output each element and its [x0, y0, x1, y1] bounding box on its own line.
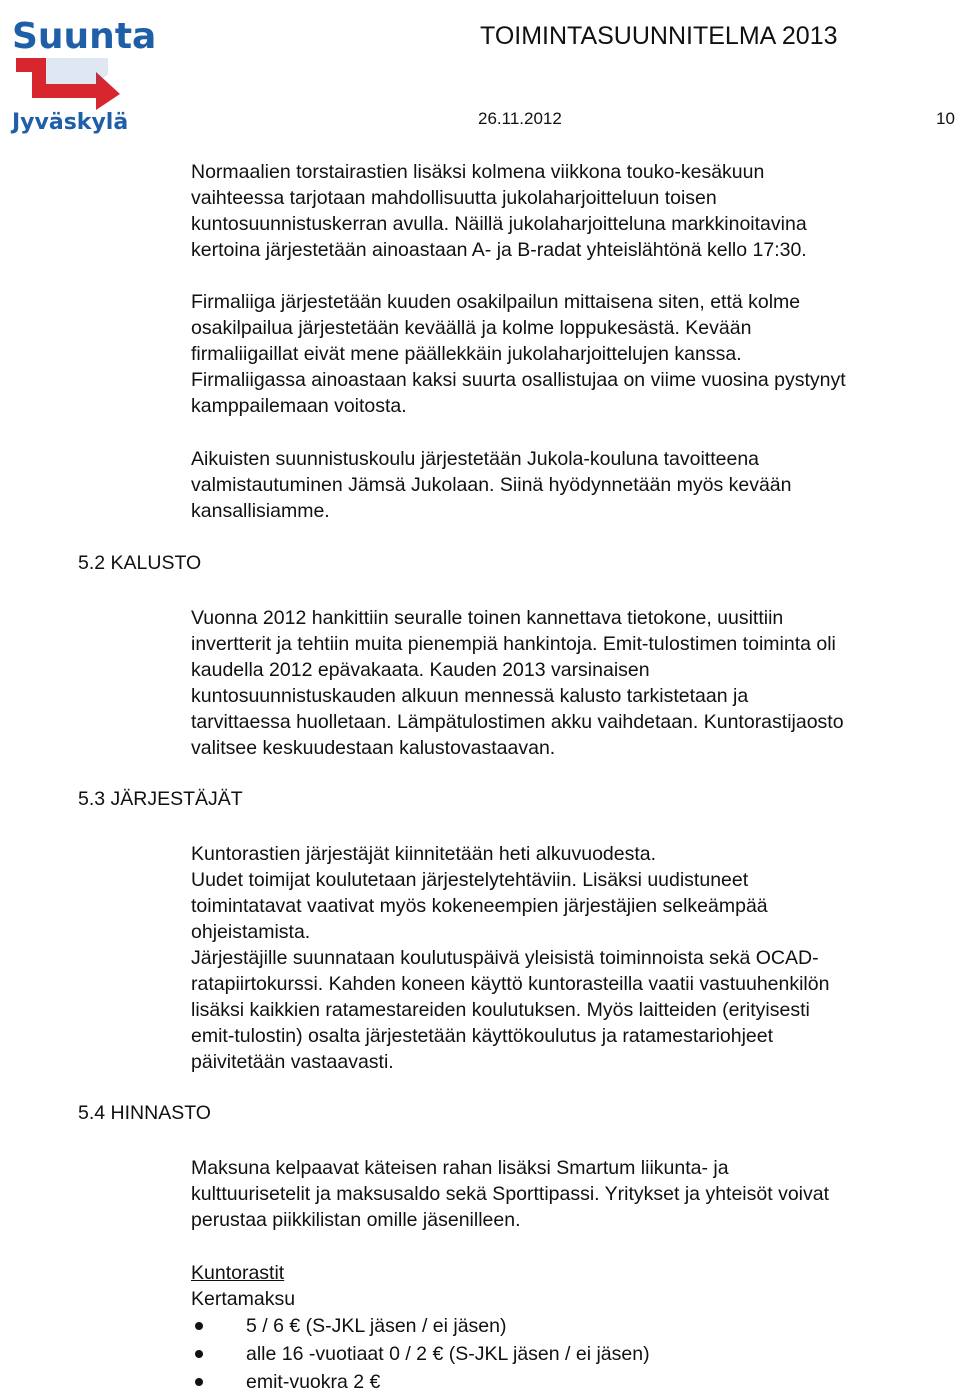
text-line: valitsee keskuudestaan kalustovastaavan. — [191, 737, 556, 759]
compass-arrow-icon — [12, 54, 124, 112]
text-line: kaudella 2012 epävakaata. Kauden 2013 varsinaisen — [191, 659, 650, 681]
text-line: Normaalien torstairastien lisäksi kolmena viikkona touko-kesäkuun — [191, 161, 765, 183]
text-line: Aikuisten suunnistuskoulu järjestetään Jukola-kouluna tavoitteena — [191, 448, 760, 470]
text-line: lisäksi kaikkien ratamestareiden koulutuksen. Myös laitteiden (erityisesti — [191, 999, 810, 1021]
list-item — [191, 1368, 650, 1396]
document-date: 26.11.2012 — [478, 109, 562, 128]
page-number: 10 — [936, 109, 955, 128]
suunta-logo — [12, 14, 157, 142]
section-heading-kalusto: 5.2 KALUSTO — [78, 552, 202, 574]
paragraph-hinnasto — [191, 1155, 956, 1233]
list-item-text: 5 / 6 € (S-JKL jäsen / ei jäsen) — [246, 1315, 507, 1337]
text-line: kertoina järjestetään ainoastaan A- ja B-radat yhteislähtönä kello 17:30. — [191, 239, 807, 261]
price-bullet-list — [191, 1312, 650, 1396]
text-line: valmistautuminen Jämsä Jukolaan. Siinä hyödynnetään myös kevään — [191, 474, 792, 496]
list-item — [191, 1312, 650, 1340]
price-label-kertamaksu: Kertamaksu — [191, 1288, 296, 1310]
text-line: Firmaliiga järjestetään kuuden osakilpailun mittaisena siten, että kolme — [191, 291, 801, 313]
logo-text-suunta: Suunta — [12, 16, 157, 57]
bullet-icon — [195, 1350, 203, 1358]
paragraph-firmaliiga — [191, 289, 956, 419]
text-line: ohjeistamista. — [191, 921, 311, 943]
list-item-text: alle 16 -vuotiaat 0 / 2 € (S-JKL jäsen / ei jäsen) — [246, 1343, 650, 1365]
text-line: kuntosuunnistuskerran avulla. Näillä jukolaharjoitteluna markkinoitavina — [191, 213, 807, 235]
text-line: päivitetään vastaavasti. — [191, 1051, 394, 1073]
text-line: ratapiirtokurssi. Kahden koneen käyttö kuntorasteilla vaatii vastuuhenkilön — [191, 973, 830, 995]
paragraph-jarjestajat — [191, 841, 956, 1075]
text-line: osakilpailua järjestetään keväällä ja kolme loppukesästä. Kevään — [191, 317, 752, 339]
text-line: Järjestäjille suunnataan koulutuspäivä yleisistä toiminnoista sekä OCAD- — [191, 947, 819, 969]
list-item — [191, 1340, 650, 1368]
list-item-text: emit-vuokra 2 € — [246, 1371, 381, 1393]
price-subheading-kuntorastit: Kuntorastit — [191, 1262, 285, 1284]
section-heading-hinnasto: 5.4 HINNASTO — [78, 1102, 211, 1124]
text-line: firmaliigaillat eivät mene päällekkäin jukolaharjoittelujen kanssa. — [191, 343, 742, 365]
price-list — [191, 1260, 956, 1312]
text-line: Uudet toimijat koulutetaan järjestelytehtäviin. Lisäksi uudistuneet — [191, 869, 749, 891]
text-line: vaihteessa tarjotaan mahdollisuutta jukolaharjoitteluun toisen — [191, 187, 717, 209]
text-line: kamppailemaan voitosta. — [191, 395, 407, 417]
text-line: kulttuurisetelit ja maksusaldo sekä Sporttipassi. Yritykset ja yhteisöt voivat — [191, 1183, 830, 1205]
paragraph-kalusto — [191, 605, 956, 761]
text-line: invertterit ja tehtiin muita pienempiä hankintoja. Emit-tulostimen toiminta oli — [191, 633, 836, 655]
bullet-icon — [195, 1378, 203, 1386]
text-line: perustaa piikkilistan omille jäsenilleen. — [191, 1209, 521, 1231]
logo-text-jyvaskyla: Jyväskylä — [12, 110, 129, 135]
bullet-icon — [195, 1322, 203, 1330]
text-line: Firmaliigassa ainoastaan kaksi suurta osallistujaa on viime vuosina pystynyt — [191, 369, 846, 391]
text-line: kuntosuunnistuskauden alkuun mennessä kalusto tarkistetaan ja — [191, 685, 749, 707]
text-line: Kuntorastien järjestäjät kiinnitetään heti alkuvuodesta. — [191, 843, 657, 865]
text-line: tarvittaessa huolletaan. Lämpätulostimen akku vaihdetaan. Kuntorastijaosto — [191, 711, 844, 733]
text-line: Vuonna 2012 hankittiin seuralle toinen kannettava tietokone, uusittiin — [191, 607, 784, 629]
text-line: emit-tulostin) osalta järjestetään käyttökoulutus ja ratamestariohjeet — [191, 1025, 774, 1047]
text-line: toimintatavat vaativat myös kokeneempien järjestäjien selkeämpää — [191, 895, 768, 917]
paragraph-suunnistuskoulu — [191, 446, 956, 524]
text-line: kansallisiamme. — [191, 500, 330, 522]
section-heading-jarjestajat: 5.3 JÄRJESTÄJÄT — [78, 788, 243, 810]
paragraph-jukolaharjoittelu — [191, 159, 956, 263]
text-line: Maksuna kelpaavat käteisen rahan lisäksi Smartum liikunta- ja — [191, 1157, 729, 1179]
document-title: TOIMINTASUUNNITELMA 2013 — [480, 22, 838, 50]
